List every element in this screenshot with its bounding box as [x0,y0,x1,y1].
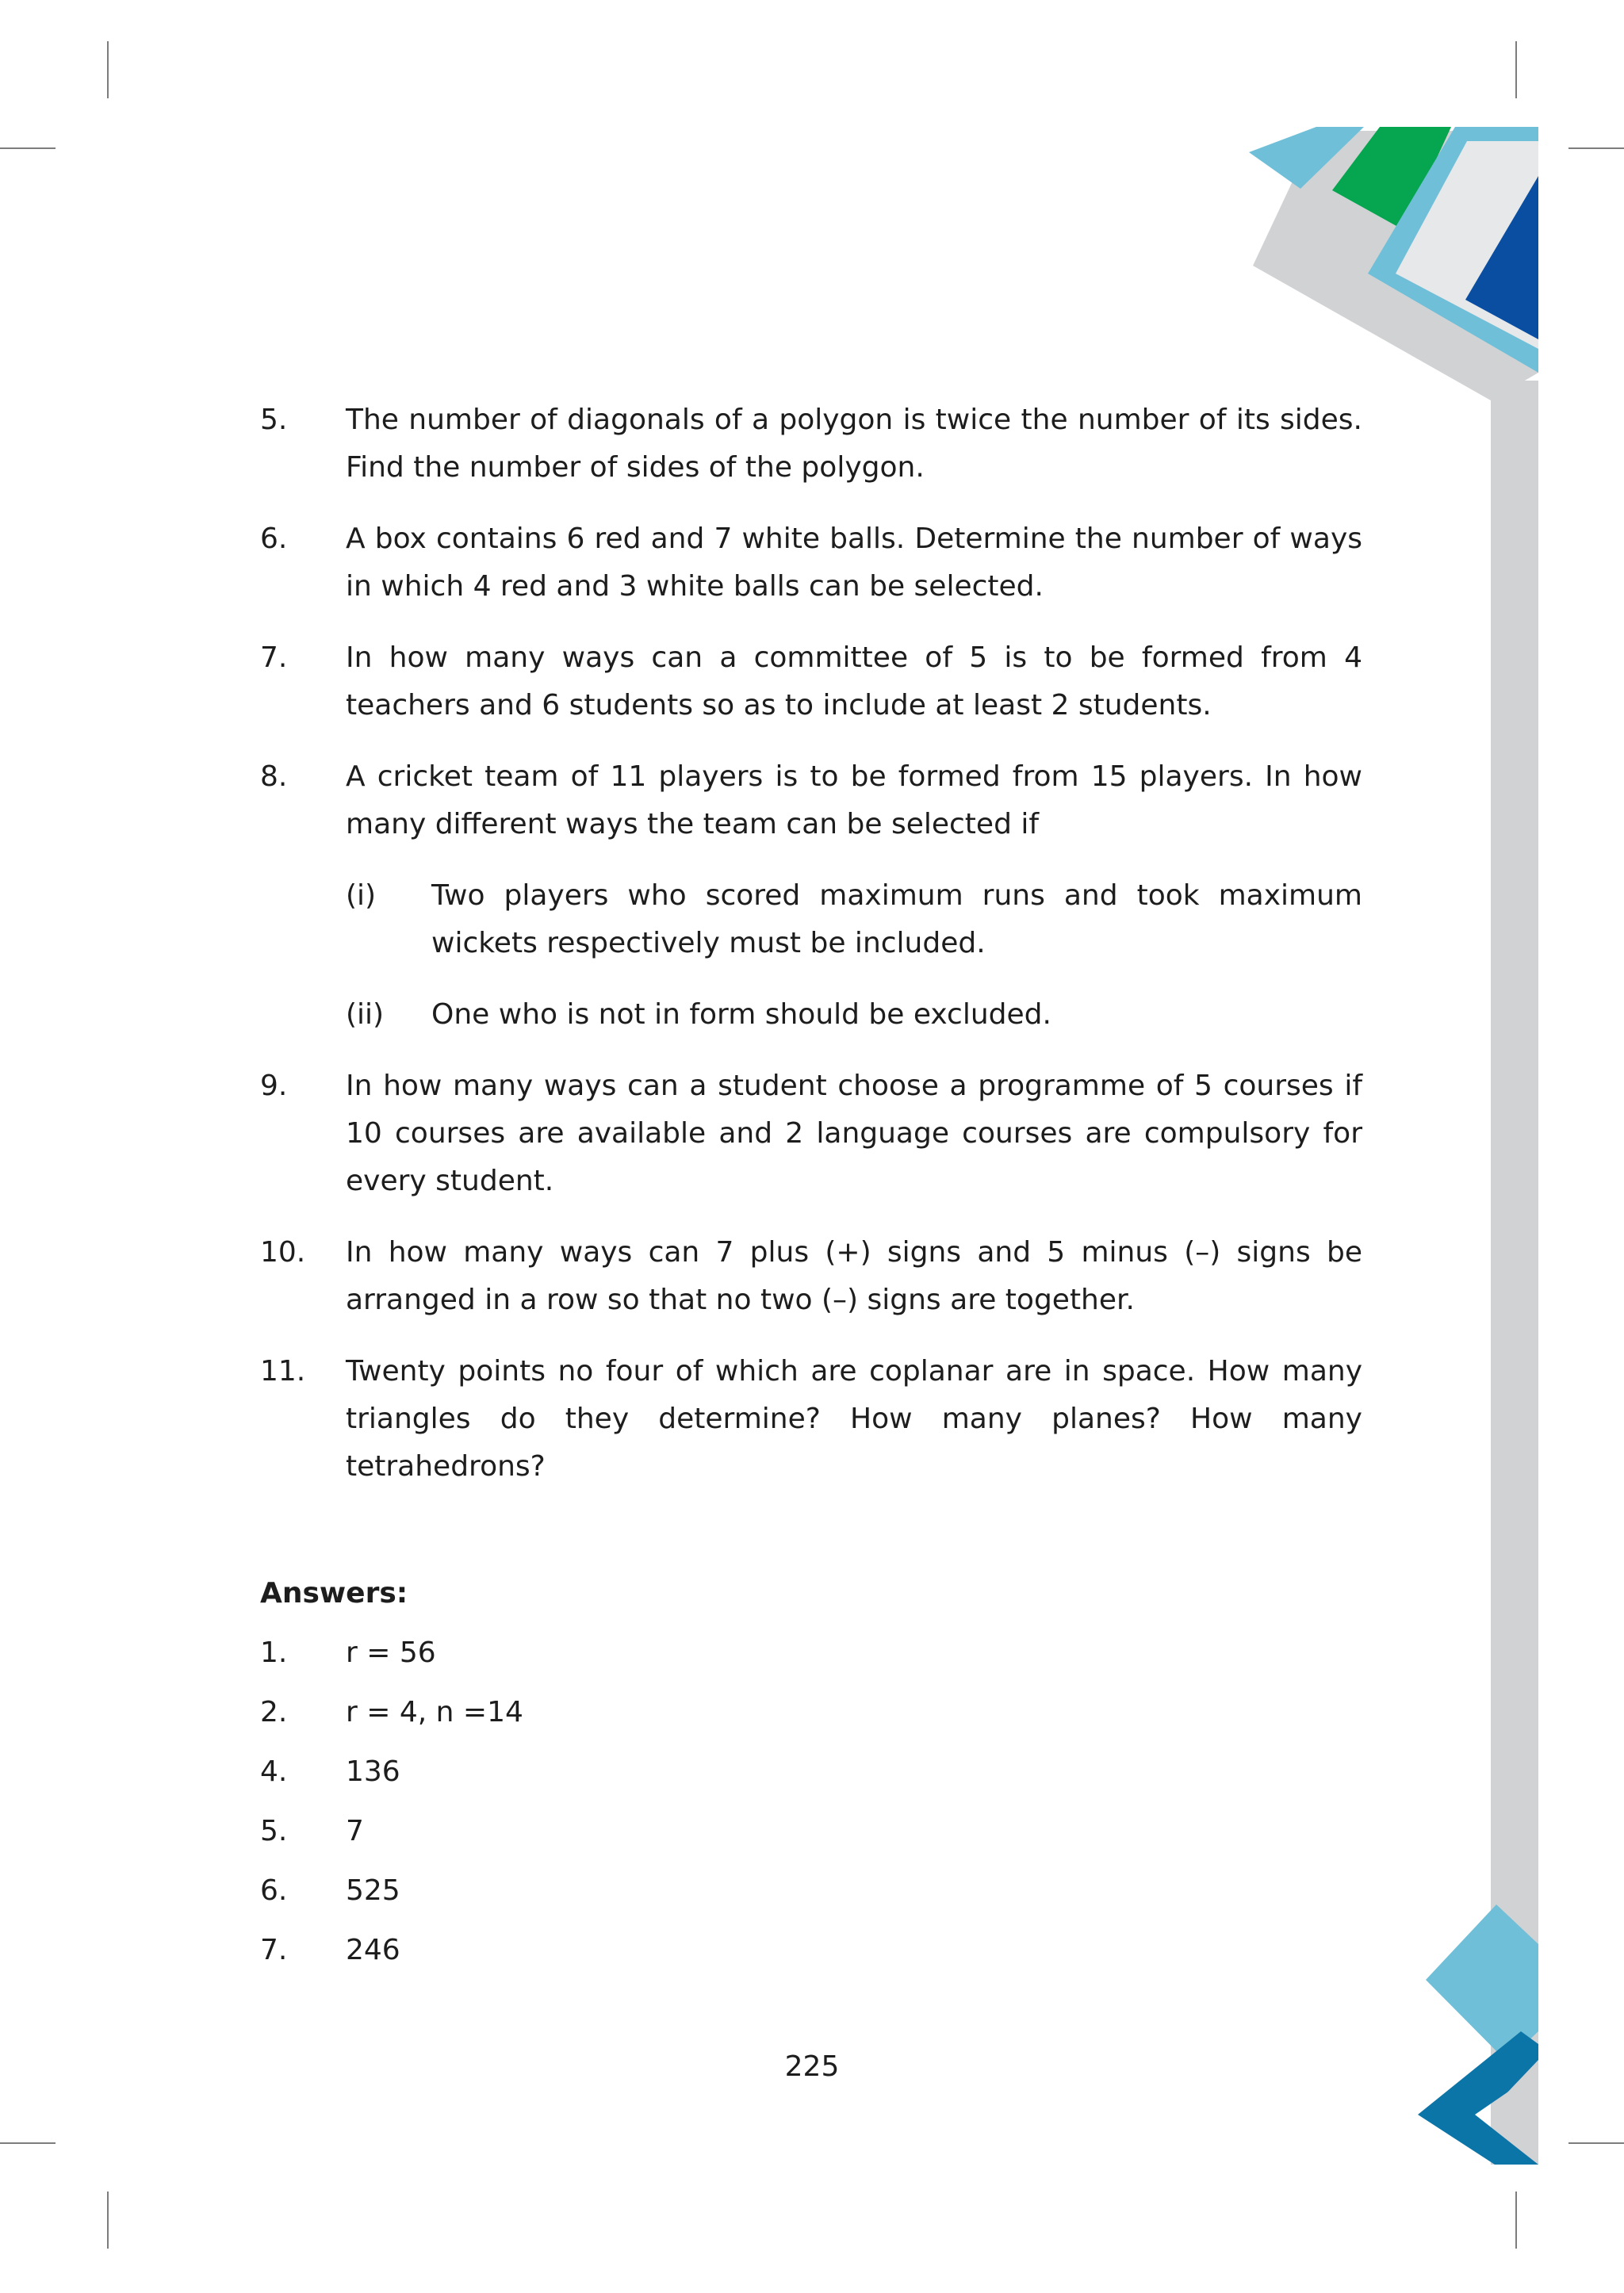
answer-value: 246 [346,1934,400,1966]
answer-number: 2. [260,1696,288,1728]
answer-value: r = 4, n =14 [346,1696,523,1728]
answer-item [260,1629,815,1689]
question-item [260,1062,1362,1205]
question-text: The number of diagonals of a polygon is twice the number of its sides. Find the number of sides of the polygon. [346,404,1362,484]
answer-value: r = 56 [346,1636,436,1669]
question-text: A cricket team of 11 players is to be formed from 15 players. In how many different ways the team can be selected if [346,760,1362,840]
question-text: In how many ways can a student choose a programme of 5 courses if 10 courses are available and 2 language courses are compulsory for every student. [346,1070,1362,1197]
answer-value: 525 [346,1874,400,1907]
sub-question-number: (i) [346,879,377,912]
questions-list [260,396,1362,1514]
answer-number: 1. [260,1636,288,1669]
sub-question [346,991,1362,1039]
side-band [1491,381,1538,2165]
question-number: 5. [260,404,288,436]
answer-item [260,1748,815,1808]
sub-question-text: One who is not in form should be excluded. [431,998,1051,1031]
answers-list [260,1629,815,1986]
page-number: 225 [784,2050,840,2083]
answer-item [260,1689,815,1748]
question-item [260,515,1362,611]
question-number: 8. [260,760,288,793]
question-number: 10. [260,1236,306,1269]
answer-number: 5. [260,1815,288,1847]
question-text: Twenty points no four of which are coplanar are in space. How many triangles do they determine? How many planes? How many tetrahedrons? [346,1355,1362,1483]
question-text: In how many ways can a committee of 5 is to be formed from 4 teachers and 6 students so as to include at least 2 students. [346,641,1362,722]
question-number: 6. [260,523,288,555]
question-item [260,1348,1362,1491]
question-item [260,396,1362,492]
answer-item [260,1808,815,1867]
sub-question-text: Two players who scored maximum runs and took maximum wickets respectively must be included. [431,879,1362,959]
answer-item [260,1927,815,1986]
question-text: A box contains 6 red and 7 white balls. Determine the number of ways in which 4 red and 3 white balls can be selected. [346,523,1362,603]
question-number: 7. [260,641,288,674]
answer-value: 136 [346,1755,400,1788]
sub-question-number: (ii) [346,998,385,1031]
answer-item [260,1867,815,1927]
question-text: In how many ways can 7 plus (+) signs and 5 minus (–) signs be arranged in a row so that no two (–) signs are together. [346,1236,1362,1316]
question-item [260,1229,1362,1324]
answer-number: 4. [260,1755,288,1788]
answer-number: 6. [260,1874,288,1907]
question-item [260,753,1362,1039]
question-item [260,634,1362,729]
question-number: 11. [260,1355,306,1388]
answers-heading: Answers: [260,1577,408,1610]
answer-value: 7 [346,1815,364,1847]
question-number: 9. [260,1070,288,1102]
sub-question [346,872,1362,967]
answer-number: 7. [260,1934,288,1966]
